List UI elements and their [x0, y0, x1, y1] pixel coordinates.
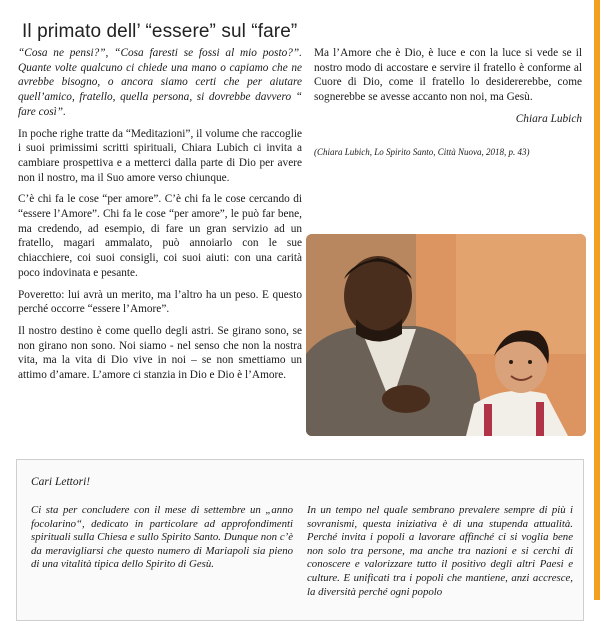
paragraph-3: Poveretto: lui avrà un merito, ma l’altro ha un peso. E questo perché occorre “essere l’Amore”.	[18, 288, 302, 316]
photo-man-and-child	[306, 234, 586, 436]
source-citation: (Chiara Lubich, Lo Spirito Santo, Città Nuova, 2018, p. 43)	[314, 146, 530, 157]
paragraph-1: In poche righe tratte da “Meditazioni”, il volume che raccoglie i suoi primissimi scritti spirituali, Chiara Lubich ci invita a cambiare prospettiva e a metterci dalla parte di Dio per avere non il nostro, ma il Suo amore verso chiunque.	[18, 127, 302, 184]
right-paragraph: Ma l’Amore che è Dio, è luce e con la luce si vede se il nostro modo di accostare e servire il fratello è conforme al Cuore di Dio, come il fratello lo desidererebbe, come sognerebbe se avesse accanto non noi, ma Gesù.	[314, 47, 582, 104]
letter-left-column: Ci sta per concludere con il mese di settembre un „anno focolarino“, dedicato in particolare ad approfondimenti spirituali sulla Chiesa e sullo Spirito Santo. Dunque non c’è da meravigliarsi che questo numero di Mariapoli sia pieno di una vitalità tipica dello Spirito di Gesù.	[31, 504, 293, 571]
left-column	[18, 46, 302, 390]
letter-greeting: Cari Lettori!	[31, 476, 91, 488]
right-column	[314, 46, 582, 159]
author-signature: Chiara Lubich	[515, 112, 582, 125]
photo-illustration	[306, 234, 586, 436]
letter-right-column: In un tempo nel quale sembrano prevalere sempre di più i sovranismi, questa iniziativa è di una stupenda attualità. Perché invita i popoli a lavorare affinché ci si voglia bene non solo tra persone, ma anche tra nazioni e si cerchi di conoscere e valorizzare tutto il positivo degli altri Paesi e culture. E unificati tra i popoli che mantiene, anzi accresce, la diversità perché ogni popolo	[307, 504, 573, 598]
paragraph-2: C’è chi fa le cose “per amore”. C’è chi fa le cose cercando di “essere l’Amore”. Chi fa le cose “per amore”, le può far bene, ma credendo, ad esempio, di fare un gran servizio ad un fratello, magari ammalato, può annoiarlo con le sue chiacchiere, coi suoi consigli, coi suoi aiuti: con una carità poco indovinata e pesante.	[18, 193, 302, 279]
readers-letter-box	[16, 459, 584, 621]
article-title: Il primato dell’ “essere” sul “fare”	[22, 20, 298, 42]
paragraph-4: Il nostro destino è come quello degli astri. Se girano sono, se non girano non sono. Noi siamo - nel senso che non la nostra vita, ma la vita di Dio vive in noi – se non smettiamo un attimo d’amare. L’amore ci stanzia in Dio e Dio è l’Amore.	[18, 324, 302, 382]
orange-edge-bar	[594, 0, 600, 600]
intro-paragraph: “Cosa ne pensi?”, “Cosa faresti se fossi al mio posto?”. Quante volte qualcuno ci chiede una mano o capiamo che ne avrebbe bisogno, o ancora siamo certi che per aiutare quell’amico, fratello, quella persona, si dovrebbe davvero “ fare così”.	[18, 47, 302, 118]
